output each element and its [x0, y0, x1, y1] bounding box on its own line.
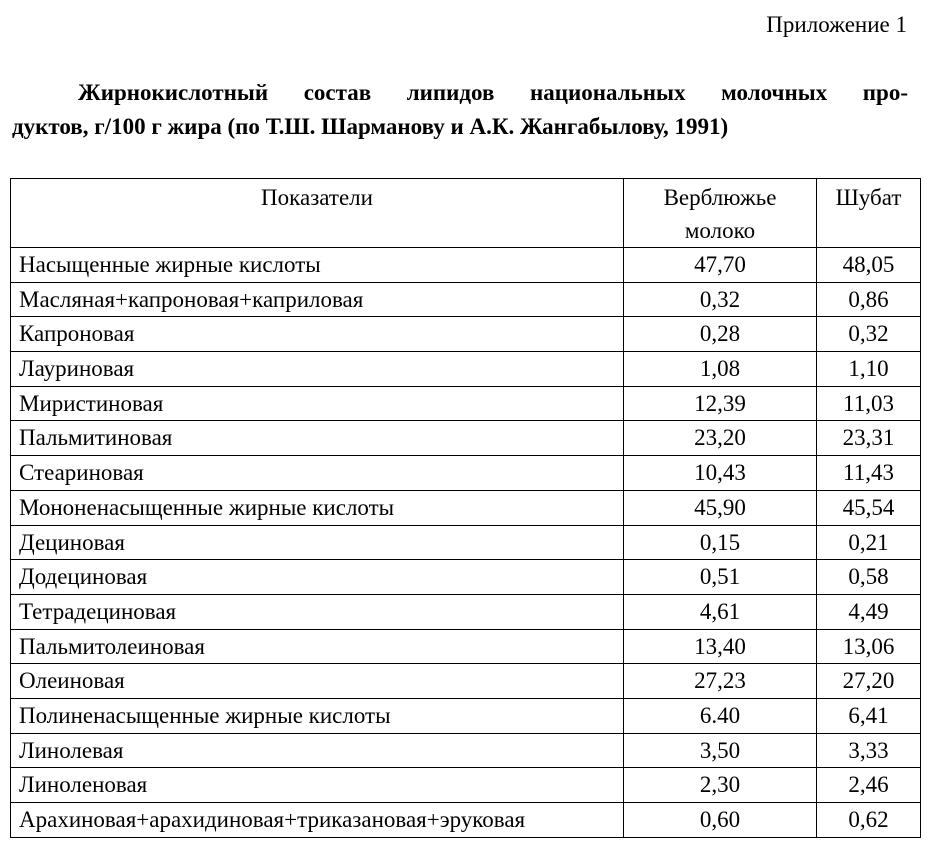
table-row — [11, 490, 921, 525]
row-shubat-value: 2,46 — [817, 768, 921, 803]
row-camel-milk-value: 12,39 — [624, 386, 817, 421]
row-indicator-name: Тетрадециновая — [11, 594, 624, 629]
row-camel-milk-value: 0,15 — [624, 525, 817, 560]
table-row — [11, 664, 921, 699]
row-indicator-name: Насыщенные жирные кислоты — [11, 248, 624, 283]
title-line-1: Жирнокислотный состав липидов национальных молочных про- — [78, 80, 908, 105]
table-row — [11, 248, 921, 283]
row-shubat-value: 3,33 — [817, 733, 921, 768]
row-indicator-name: Линолевая — [11, 733, 624, 768]
table-body — [11, 248, 921, 838]
table-row — [11, 698, 921, 733]
header-camel-milk: Верблюжье молоко — [624, 179, 817, 248]
table-row — [11, 768, 921, 803]
row-indicator-name: Масляная+капроновая+каприловая — [11, 282, 624, 317]
table-header-row — [11, 179, 921, 248]
table-row — [11, 733, 921, 768]
header-shubat: Шубат — [817, 179, 921, 248]
table-row — [11, 317, 921, 352]
row-camel-milk-value: 1,08 — [624, 352, 817, 387]
row-camel-milk-value: 47,70 — [624, 248, 817, 283]
row-camel-milk-value: 3,50 — [624, 733, 817, 768]
fatty-acid-table — [10, 178, 921, 838]
table-row — [11, 525, 921, 560]
row-shubat-value: 0,86 — [817, 282, 921, 317]
row-indicator-name: Миристиновая — [11, 386, 624, 421]
row-shubat-value: 1,10 — [817, 352, 921, 387]
row-camel-milk-value: 23,20 — [624, 421, 817, 456]
table-row — [11, 282, 921, 317]
row-indicator-name: Олеиновая — [11, 664, 624, 699]
table-row — [11, 803, 921, 838]
row-indicator-name: Полиненасыщенные жирные кислоты — [11, 698, 624, 733]
table-row — [11, 629, 921, 664]
row-camel-milk-value: 27,23 — [624, 664, 817, 699]
row-camel-milk-value: 0,60 — [624, 803, 817, 838]
row-indicator-name: Арахиновая+арахидиновая+триказановая+эруковая — [11, 803, 624, 838]
row-shubat-value: 6,41 — [817, 698, 921, 733]
row-indicator-name: Лауриновая — [11, 352, 624, 387]
row-camel-milk-value: 0,51 — [624, 560, 817, 595]
row-camel-milk-value: 45,90 — [624, 490, 817, 525]
row-shubat-value: 48,05 — [817, 248, 921, 283]
table-row — [11, 594, 921, 629]
row-camel-milk-value: 10,43 — [624, 456, 817, 491]
row-indicator-name: Капроновая — [11, 317, 624, 352]
row-camel-milk-value: 2,30 — [624, 768, 817, 803]
header-indicators: Показатели — [11, 179, 624, 248]
row-shubat-value: 45,54 — [817, 490, 921, 525]
row-shubat-value: 13,06 — [817, 629, 921, 664]
table-row — [11, 386, 921, 421]
table-row — [11, 560, 921, 595]
row-shubat-value: 0,32 — [817, 317, 921, 352]
row-camel-milk-value: 4,61 — [624, 594, 817, 629]
title-line-2: дуктов, г/100 г жира (по Т.Ш. Шарманову и А.К. Жангабылову, 1991) — [12, 114, 729, 139]
document-title — [12, 76, 908, 144]
row-camel-milk-value: 13,40 — [624, 629, 817, 664]
row-shubat-value: 0,21 — [817, 525, 921, 560]
row-indicator-name: Пальмитолеиновая — [11, 629, 624, 664]
row-camel-milk-value: 0,32 — [624, 282, 817, 317]
row-shubat-value: 0,62 — [817, 803, 921, 838]
row-indicator-name: Стеариновая — [11, 456, 624, 491]
appendix-label: Приложение 1 — [766, 12, 907, 37]
table-row — [11, 456, 921, 491]
row-indicator-name: Мононенасыщенные жирные кислоты — [11, 490, 624, 525]
row-camel-milk-value: 0,28 — [624, 317, 817, 352]
row-shubat-value: 23,31 — [817, 421, 921, 456]
row-shubat-value: 11,03 — [817, 386, 921, 421]
row-indicator-name: Додециновая — [11, 560, 624, 595]
table-row — [11, 421, 921, 456]
row-indicator-name: Дециновая — [11, 525, 624, 560]
row-camel-milk-value: 6.40 — [624, 698, 817, 733]
row-shubat-value: 4,49 — [817, 594, 921, 629]
row-indicator-name: Пальмитиновая — [11, 421, 624, 456]
row-shubat-value: 27,20 — [817, 664, 921, 699]
row-shubat-value: 11,43 — [817, 456, 921, 491]
row-shubat-value: 0,58 — [817, 560, 921, 595]
row-indicator-name: Линоленовая — [11, 768, 624, 803]
table-row — [11, 352, 921, 387]
